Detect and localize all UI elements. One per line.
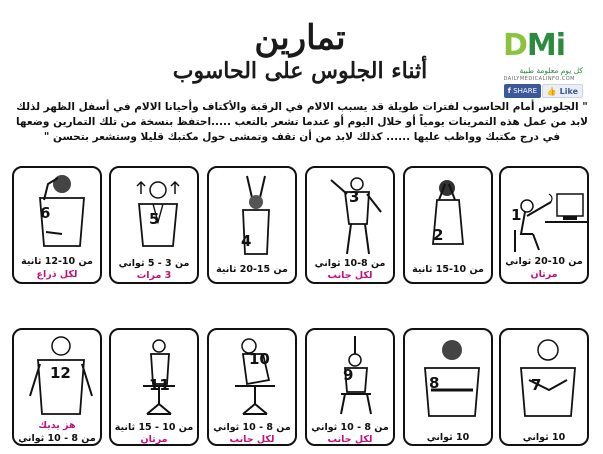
- intro-text: " الجلوس أمام الحاسوب لفترات طويلة قد يسبب الالام في الرقبة والأكتاف وأحيانا الالام في أسفل الظهر لذلك لابد من عمل هذه التمرينات يومياً أو خلال اليوم أو عندما تشعر بالتعب .....احتفظ بنسخة من تلك التمارين وضعها في درج مكتبك وواظب عليها ...... كذلك لابد من أن تقف وتمشى حول مكتبك قليلا وستشعر بتحسن ": [15, 101, 589, 143]
- logo-mark: DMi: [502, 28, 565, 63]
- exercise-repetitions: لكل جانب: [229, 434, 275, 445]
- exercise-card-8: [403, 328, 493, 446]
- logo-url: DAILYMEDICALINFO.COM: [503, 76, 575, 82]
- exercise-card-5: [109, 166, 199, 284]
- seated-knee-hug-figure-icon: [213, 334, 297, 418]
- hand-clasp-figure-icon: [409, 334, 493, 418]
- exercise-number: 6: [40, 204, 51, 222]
- exercise-repetitions: لكل جانب: [327, 434, 373, 445]
- exercise-duration: 10 ثواني: [426, 432, 470, 443]
- exercise-number: 10: [249, 350, 270, 368]
- exercise-duration: من 10-12 ثانية: [21, 256, 93, 267]
- page-subtitle: أثناء الجلوس على الحاسوب: [172, 58, 428, 84]
- exercise-duration: من 8-10 ثواني: [314, 258, 386, 269]
- exercise-repetitions: لكل جانب: [327, 270, 373, 281]
- facebook-share-button[interactable]: f SHARE: [504, 84, 541, 98]
- thumbs-up-icon: 👍: [546, 87, 557, 96]
- exercise-duration: من 8 - 10 ثواني: [311, 422, 389, 433]
- exercise-number: 12: [50, 364, 71, 382]
- exercise-duration: من 15-20 ثانية: [216, 264, 288, 275]
- exercise-number: 8: [429, 374, 440, 392]
- exercise-number: 1: [511, 206, 522, 224]
- exercise-repetitions: مرتان: [530, 269, 558, 280]
- exercise-card-12: [12, 328, 102, 446]
- exercise-repetitions: 3 مرات: [136, 270, 172, 281]
- side-bend-figure-icon: [311, 172, 395, 256]
- exercise-card-6: [12, 166, 102, 284]
- exercise-card-1: [499, 166, 589, 284]
- exercise-card-11: [109, 328, 199, 446]
- wrist-stretch-figure-icon: [505, 334, 589, 418]
- facebook-like-button[interactable]: 👍 Like: [542, 84, 583, 98]
- exercise-duration: من 10 - 15 ثانية: [114, 422, 194, 433]
- exercise-card-2: [403, 166, 493, 284]
- exercise-number: 7: [531, 376, 542, 394]
- neck-tilt-figure-icon: [409, 172, 493, 256]
- exercise-number: 2: [433, 226, 444, 244]
- exercise-instruction: هز يديك: [38, 420, 76, 431]
- exercise-duration: من 8 - 10 ثواني: [213, 422, 291, 433]
- exercise-card-4: [207, 166, 297, 284]
- page-title: تمارين: [254, 18, 346, 58]
- logo-tagline: كل يوم معلومة طبية: [519, 66, 583, 75]
- exercise-duration: من 8 - 10 ثواني: [18, 433, 96, 444]
- exercise-repetitions: مرتان: [140, 434, 168, 445]
- exercise-duration: من 3 - 5 ثواني: [118, 258, 190, 269]
- exercise-number: 3: [349, 188, 360, 206]
- exercise-card-10: [207, 328, 297, 446]
- facebook-icon: f: [507, 87, 514, 95]
- exercise-card-9: [305, 328, 395, 446]
- exercise-card-3: [305, 166, 395, 284]
- exercise-card-7: [499, 328, 589, 446]
- exercise-number: 5: [149, 210, 160, 228]
- exercise-number: 4: [241, 232, 252, 250]
- exercise-duration: من 10-20 ثواني: [505, 256, 583, 267]
- exercise-number: 11: [149, 376, 170, 394]
- logo: [479, 28, 589, 106]
- exercise-duration: 10 ثواني: [522, 432, 566, 443]
- exercise-number: 9: [343, 366, 354, 384]
- exercise-repetitions: لكل ذراع: [36, 269, 78, 280]
- exercise-duration: من 10-15 ثانية: [412, 264, 484, 275]
- arm-behind-back-figure-icon: [18, 172, 102, 256]
- overhead-stretch-figure-icon: [213, 172, 297, 256]
